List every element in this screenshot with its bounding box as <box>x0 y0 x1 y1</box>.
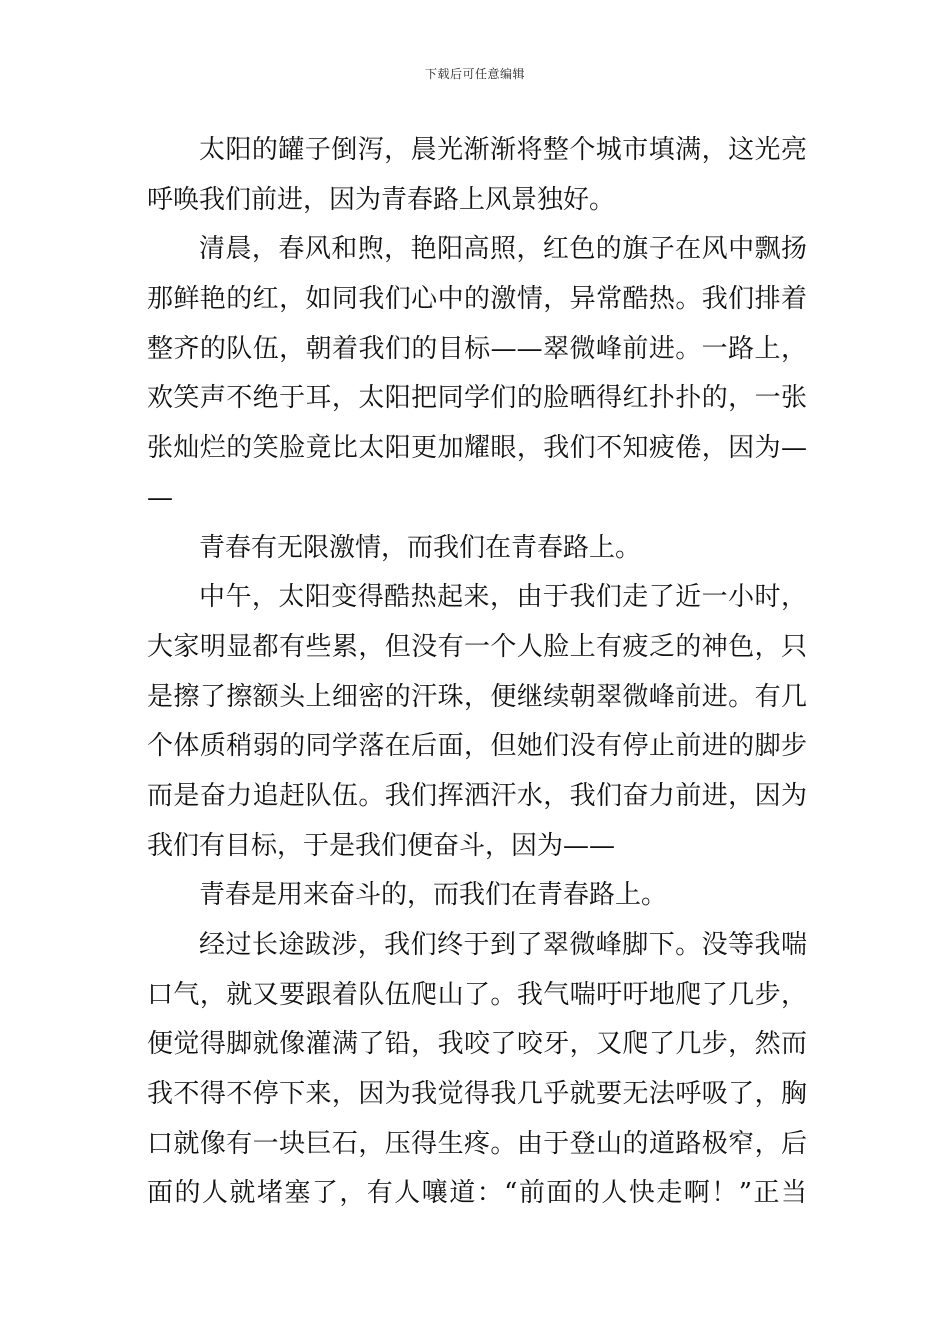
page-header: 下载后可任意编辑 <box>424 67 525 81</box>
essay-body <box>147 126 807 1219</box>
text-line: — <box>147 482 173 513</box>
text-line: 我们有目标，于是我们便奋斗，因为—— <box>147 830 616 861</box>
text-line: 青春是用来奋斗的，而我们在青春路上。 <box>199 880 668 911</box>
text-line: 整齐的队伍，朝着我们的目标——翠微峰前进。一路上， <box>147 333 807 364</box>
text-line: 经过长途跋涉，我们终于到了翠微峰脚下。没等我喘 <box>199 930 807 960</box>
text-line: 大家明显都有些累，但没有一个人脸上有疲乏的神色，只 <box>147 631 807 662</box>
text-line: 欢笑声不绝于耳，太阳把同学们的脸晒得红扑扑的，一张 <box>147 383 807 414</box>
text-line: 张灿烂的笑脸竟比太阳更加耀眼，我们不知疲倦，因为— <box>147 433 807 464</box>
text-line: 个体质稍弱的同学落在后面，但她们没有停止前进的脚步 <box>147 731 807 762</box>
text-line: 是擦了擦额头上细密的汗珠，便继续朝翠微峰前进。有几 <box>147 681 807 712</box>
text-line: 面的人就堵塞了，有人嚷道：“前面的人快走啊！”正当 <box>147 1178 807 1209</box>
text-line: 便觉得脚就像灌满了铅，我咬了咬牙，又爬了几步，然而 <box>147 1029 807 1060</box>
text-line: 我不得不停下来，因为我觉得我几乎就要无法呼吸了，胸 <box>147 1079 807 1110</box>
text-line: 呼唤我们前进，因为青春路上风景独好。 <box>147 184 616 215</box>
text-line: 清晨，春风和煦，艳阳高照，红色的旗子在风中飘扬 <box>199 234 807 265</box>
text-line: 那鲜艳的红，如同我们心中的激情，异常酷热。我们排着 <box>147 284 807 315</box>
text-line: 青春有无限激情，而我们在青春路上。 <box>199 532 642 563</box>
text-line: 而是奋力追赶队伍。我们挥洒汗水，我们奋力前进，因为 <box>147 780 807 811</box>
text-line: 中午，太阳变得酷热起来，由于我们走了近一小时， <box>199 582 807 613</box>
text-line: 口就像有一块巨石，压得生疼。由于登山的道路极窄，后 <box>147 1128 807 1159</box>
text-line: 口气，就又要跟着队伍爬山了。我气喘吁吁地爬了几步， <box>147 979 807 1010</box>
text-line: 太阳的罐子倒泻，晨光渐渐将整个城市填满，这光亮 <box>199 135 807 165</box>
